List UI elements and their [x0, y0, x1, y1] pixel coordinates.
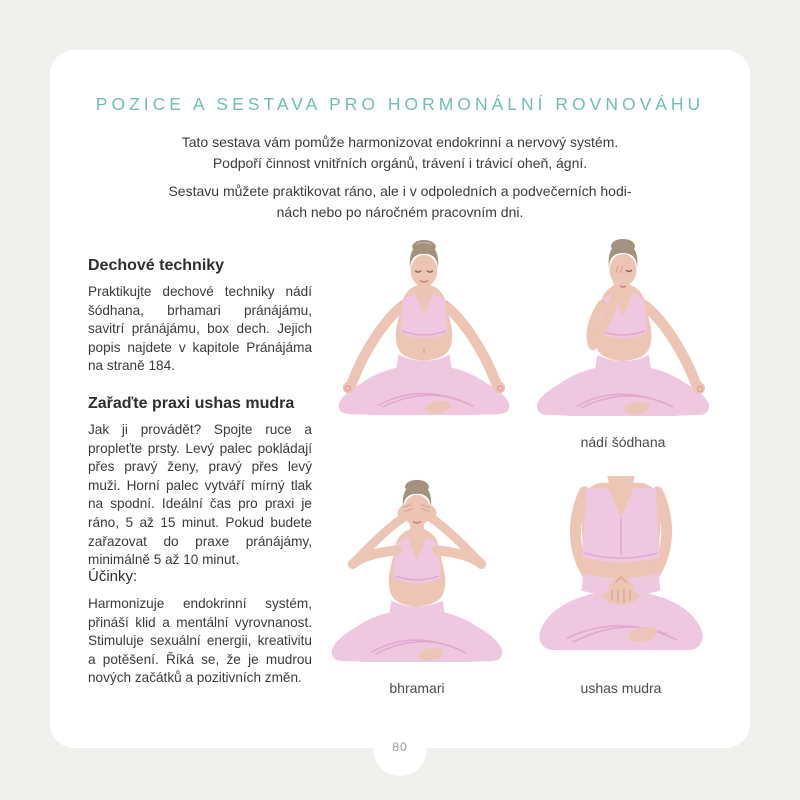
intro-line: Tato sestava vám pomůže harmonizovat endokrinní a nervový systém.: [181, 134, 619, 150]
yoga-figure-nadi-shodhana-illustration: [523, 236, 723, 432]
section-ucinky: [88, 568, 312, 688]
book-page-card: [50, 50, 750, 748]
page-number-tab: [373, 722, 427, 776]
photo-caption-nadi-shodhana: nádí šódhana: [580, 434, 666, 450]
page-number: 80: [392, 740, 408, 754]
section-dechove-techniky: [88, 257, 312, 376]
photo-meditation-pose: [325, 236, 523, 432]
yoga-figure-ushas-mudra-illustration: [527, 474, 715, 662]
photo-caption-bhramari: bhramari: [389, 680, 445, 696]
section-body: Harmonizuje endokrinní systém, přináší klid a mentální vyrovnanost. Stimuluje sexuální energii, kreativitu a potěšení. Říká se, že je mudrou nových začátků a pozitivních změn.: [88, 596, 312, 686]
yoga-figure-meditation-illustration: [325, 236, 523, 432]
photo-nadi-shodhana: [523, 236, 723, 432]
section-body: Jak ji provádět? Spojte ruce a propleťte prsty. Levý palec pokládají přes pravý ženy, pravý přes levý muži. Horní palec vytváří mírný tlak na spodní. Ideální čas pro praxi je ráno, 5 až 15 minut. Pokud budete zařazovat do praxe pránájámy, minimálně 5 až 10 minut.: [88, 422, 312, 568]
intro-text: [90, 132, 710, 223]
section-body: Praktikujte dechové techniky nádí šódhana, brhamari pránájámu, savitrí pránájámu, box dech. Jejich popis najdete v kapitole Pránájáma na straně 184.: [88, 284, 312, 374]
intro-paragraph-2: [90, 181, 710, 223]
section-ushas-mudra: [88, 395, 312, 570]
section-heading: Zařaďte praxi ushas mudra: [88, 395, 295, 412]
intro-paragraph-1: [90, 132, 710, 174]
photo-bhramari: [318, 458, 516, 680]
photo-caption-ushas-mudra: ushas mudra: [580, 680, 662, 696]
intro-line: Podpoří činnost vnitřních orgánů, trávení i trávicí oheň, ágní.: [212, 155, 588, 171]
yoga-figure-bhramari-illustration: [318, 458, 516, 680]
section-heading: Dechové techniky: [88, 257, 225, 274]
intro-line: Sestavu můžete praktikovat ráno, ale i v odpoledních a podvečerních hodi-: [168, 183, 632, 199]
photo-ushas-mudra: [527, 474, 715, 662]
page-title: POZICE A SESTAVA PRO HORMONÁLNÍ ROVNOVÁHU: [95, 94, 705, 114]
intro-line: nách nebo po náročném pracovním dni.: [276, 204, 524, 220]
section-heading: Účinky:: [88, 568, 138, 585]
